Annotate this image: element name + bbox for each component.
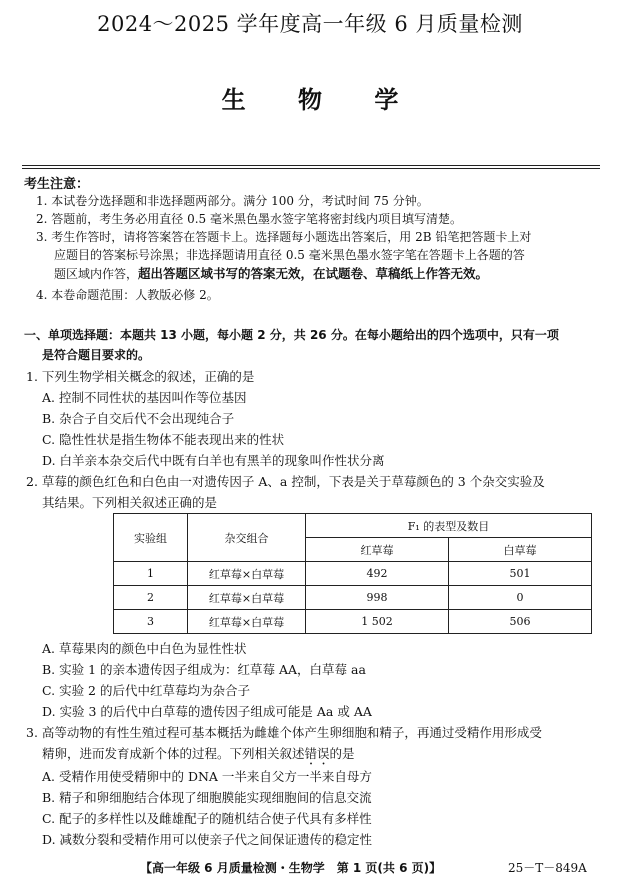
notice-item-4: 4. 本卷命题范围：人教版必修 2。 [36, 288, 219, 302]
q3-emphasis-dots: 错误 [304, 746, 330, 761]
table-header-cross: 杂交组合 [188, 514, 306, 562]
q3-text: 的是 [329, 746, 355, 761]
notice-emphasis: 超出答题区域书写的答案无效，在试题卷、草稿纸上作答无效。 [138, 266, 489, 281]
notice-item-3: 3. 考生作答时，请将答案答在答题卡上。选择题每小题选出答案后，用 2B 铅笔把答题卡上对 [36, 230, 532, 244]
divider-line [22, 165, 600, 166]
table-cell: 506 [449, 610, 592, 634]
table-header-f1: F₁ 的表型及数目 [306, 514, 592, 538]
subject-title: 生 物 学 [221, 85, 421, 114]
exam-title: 2024～2025 学年度高一年级 6 月质量检测 [97, 12, 523, 36]
table-cell: 3 [114, 610, 188, 634]
section-heading: 一、单项选择题：本题共 13 小题，每小题 2 分，共 26 分。在每小题给出的四个选项中，只有一项 [24, 328, 559, 342]
q3-text: 精卵，进而发育成新个体的过程。下列相关叙述 [42, 746, 305, 761]
q1-option-d: D. 白羊亲本杂交后代中既有白羊也有黑羊的现象叫作性状分离 [42, 453, 385, 468]
q3-option-d: D. 减数分裂和受精作用可以使亲子代之间保证遗传的稳定性 [42, 832, 373, 847]
q2-option-d: D. 实验 3 的后代中白草莓的遗传因子组成可能是 Aa 或 AA [42, 704, 372, 719]
table-header-group: 实验组 [114, 514, 188, 562]
footer-code: 25－T－849A [508, 861, 587, 875]
table-cell: 2 [114, 586, 188, 610]
notice-item-3-cont [54, 264, 488, 282]
notice-text: 题区域内作答， [54, 267, 139, 281]
divider-line [22, 168, 600, 169]
table-cell: 492 [306, 562, 449, 586]
q2-option-a: A. 草莓果肉的颜色中白色为显性性状 [42, 641, 247, 656]
results-table [113, 513, 592, 634]
q2-option-c: C. 实验 2 的后代中红草莓均为杂合子 [42, 683, 250, 698]
table-cell: 1 [114, 562, 188, 586]
notice-heading: 考生注意： [24, 177, 90, 192]
q3-stem-cont [42, 744, 355, 768]
table-cell: 红草莓×白草莓 [188, 610, 306, 634]
q3-stem: 3. 高等动物的有性生殖过程可基本概括为雌雄个体产生卵细胞和精子，再通过受精作用形成受 [26, 725, 542, 740]
table-cell: 红草莓×白草莓 [188, 562, 306, 586]
q1-option-c: C. 隐性性状是指生物体不能表现出来的性状 [42, 432, 285, 447]
table-cell: 1 502 [306, 610, 449, 634]
section-heading-cont: 是符合题目要求的。 [42, 348, 151, 362]
table-row [114, 610, 592, 634]
notice-item-3-cont: 应题目的答案标号涂黑；非选择题请用直径 0.5 毫米黑色墨水签字笔在答题卡上各题的答 [54, 248, 525, 262]
q1-option-b: B. 杂合子自交后代不会出现纯合子 [42, 411, 235, 426]
q1-option-a: A. 控制不同性状的基因叫作等位基因 [42, 390, 247, 405]
notice-item-2: 2. 答题前，考生务必用直径 0.5 毫米黑色墨水签字笔将密封线内项目填写清楚。 [36, 212, 462, 226]
q3-option-b: B. 精子和卵细胞结合体现了细胞膜能实现细胞间的信息交流 [42, 790, 372, 805]
table-header-white: 白草莓 [449, 538, 592, 562]
q2-option-b: B. 实验 1 的亲本遗传因子组成为：红草莓 AA，白草莓 aa [42, 662, 366, 677]
table-cell: 红草莓×白草莓 [188, 586, 306, 610]
table-header-red: 红草莓 [306, 538, 449, 562]
table-cell: 0 [449, 586, 592, 610]
table-row [114, 586, 592, 610]
footer-page-info: 【高一年级 6 月质量检测・生物学 第 1 页(共 6 页)】 [140, 861, 442, 875]
q3-option-a: A. 受精作用使受精卵中的 DNA 一半来自父方一半来自母方 [42, 769, 372, 784]
q2-stem: 2. 草莓的颜色红色和白色由一对遗传因子 A、a 控制，下表是关于草莓颜色的 3 个杂交实验及 [26, 474, 545, 489]
table-cell: 998 [306, 586, 449, 610]
table-row [114, 562, 592, 586]
table-cell: 501 [449, 562, 592, 586]
q2-stem-cont: 其结果。下列相关叙述正确的是 [42, 495, 218, 510]
q3-option-c: C. 配子的多样性以及雌雄配子的随机结合使子代具有多样性 [42, 811, 372, 826]
q1-stem: 1. 下列生物学相关概念的叙述，正确的是 [26, 369, 255, 384]
notice-item-1: 1. 本试卷分选择题和非选择题两部分。满分 100 分，考试时间 75 分钟。 [36, 194, 429, 208]
